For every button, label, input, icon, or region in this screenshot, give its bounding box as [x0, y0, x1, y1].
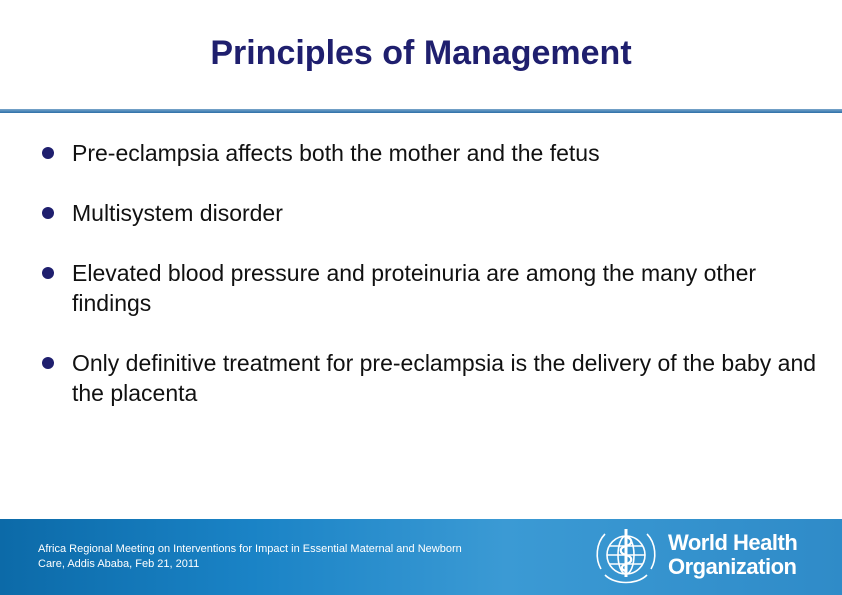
bullet-text: Elevated blood pressure and proteinuria are among the many other findings: [72, 260, 757, 316]
footer-caption-line2: Care, Addis Ababa, Feb 21, 2011: [38, 558, 200, 570]
bullet-item: [42, 138, 822, 168]
slide-title: Principles of Management: [210, 34, 632, 72]
footer-caption: [38, 542, 558, 572]
who-logo-line1: World Health: [668, 530, 798, 555]
who-emblem-icon: [593, 525, 659, 589]
bullet-text: Multisystem disorder: [72, 200, 283, 226]
bullet-dot-icon: [42, 207, 54, 219]
title-divider: [0, 109, 842, 113]
bullet-item: [42, 258, 822, 318]
bullet-dot-icon: [42, 267, 54, 279]
bullet-text: Only definitive treatment for pre-eclampsia is the delivery of the baby and the placenta: [72, 350, 817, 406]
bullet-item: [42, 198, 822, 228]
who-logo-text: [668, 531, 797, 579]
bullet-list: [42, 138, 822, 408]
bullet-dot-icon: [42, 147, 54, 159]
bullet-dot-icon: [42, 357, 54, 369]
bullet-item: [42, 348, 822, 408]
footer-bar: [0, 519, 842, 595]
footer-caption-line1: Africa Regional Meeting on Interventions for Impact in Essential Maternal and Newborn: [38, 543, 462, 555]
who-logo-line2: Organization: [668, 554, 797, 579]
bullet-text: Pre-eclampsia affects both the mother and the fetus: [72, 140, 600, 166]
